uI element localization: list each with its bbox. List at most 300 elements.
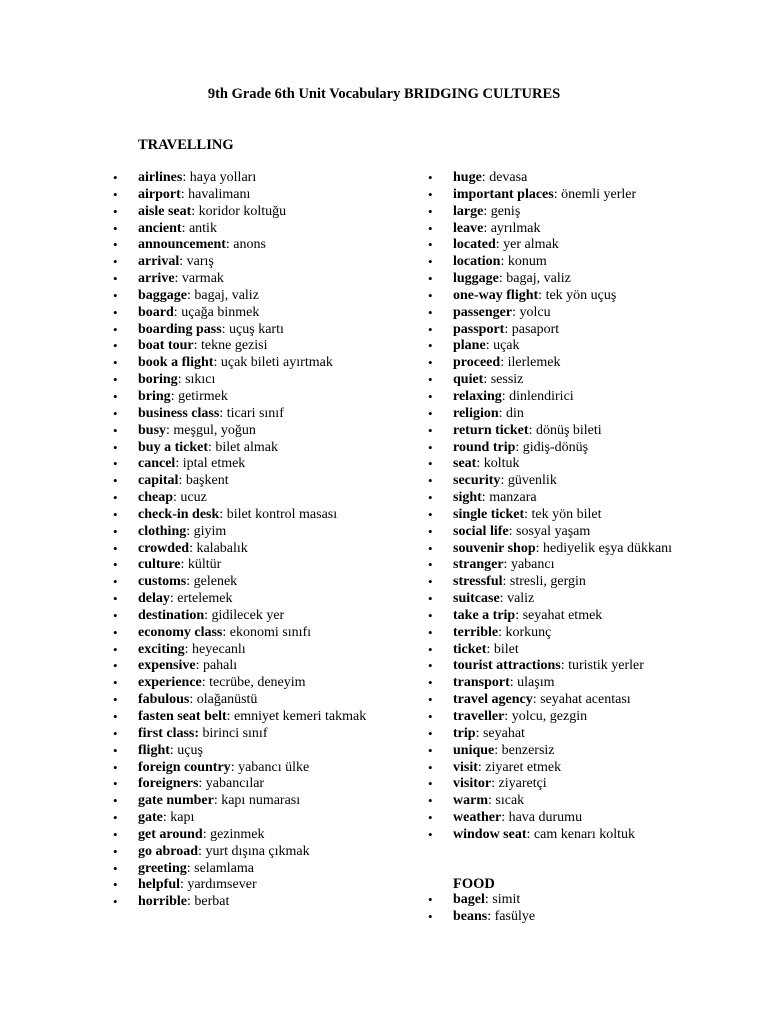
vocab-separator: : [535,540,543,556]
vocab-item [453,692,703,709]
vocab-term: boat tour [138,338,194,354]
vocab-definition: cam kenarı koltuk [533,826,635,842]
vocab-item [453,423,703,440]
vocab-term: board [138,304,174,320]
vocab-item [453,271,703,288]
vocab-definition: konum [507,254,547,270]
vocab-separator: : [504,709,512,724]
vocab-separator: : [504,321,512,337]
vocab-definition: yer almak [503,237,559,253]
vocab-definition: emniyet kemeri takmak [234,709,367,724]
vocab-separator: : [180,186,189,202]
vocab-separator: : [169,591,178,607]
vocab-definition: ticari sınıf [226,405,284,421]
vocab-term: fasten seat belt [138,709,227,724]
vocab-item [138,389,378,406]
vocab-definition: valiz [507,591,535,607]
vocab-definition: gidiş-dönüş [522,439,589,455]
vocab-term: culture [138,557,181,573]
vocab-term: first class: [138,725,200,741]
vocab-separator: : [201,675,210,691]
vocab-item [138,271,378,288]
vocab-separator: : [182,170,190,185]
vocab-term: ancient [138,220,182,236]
vocab-separator: : [177,372,186,388]
vocab-definition: seyahat acentası [540,692,631,708]
vocab-term: fabulous [138,692,190,708]
document-title: 9th Grade 6th Unit Vocabulary BRIDGING CULTURES [207,86,561,102]
vocab-definition: benzersiz [501,742,555,758]
vocab-definition: ziyaretçi [498,776,547,792]
vocab-definition: berbat [194,894,230,910]
vocab-term: experience [138,675,202,691]
vocab-definition: gidilecek yer [211,607,285,623]
vocab-separator: : [528,422,536,438]
vocab-separator: : [483,220,491,236]
vocab-item [138,507,378,524]
vocab-item [453,170,703,187]
vocab-term: go abroad [138,843,199,859]
vocab-term: relaxing [453,388,502,404]
vocab-definition: geniş [490,203,521,219]
vocab-term: airlines [138,170,183,185]
vocab-separator: : [503,557,511,573]
vocab-item [453,909,703,926]
vocab-separator: : [186,574,194,590]
vocab-definition: ayrılmak [490,220,541,236]
vocab-item [453,338,703,355]
vocab-term: business class [138,405,220,421]
vocab-separator: : [221,321,230,337]
vocab-separator: : [498,624,506,640]
vocab-term: cheap [138,490,173,506]
vocab-separator: : [553,186,562,202]
vocab-term: round trip [453,439,516,455]
vocab-term: bring [138,388,171,404]
vocab-definition: kültür [187,557,222,573]
vocab-separator: : [515,439,523,455]
vocab-definition: sıkıcı [185,372,216,388]
vocab-item [138,608,378,625]
vocab-item [138,877,378,894]
vocab-item [453,557,703,574]
vocab-term: customs [138,574,187,590]
vocab-separator: : [187,894,195,910]
vocab-definition: stresli, gergin [509,574,586,590]
vocab-definition: koltuk [483,456,520,472]
vocab-definition: yabancı ülke [238,759,310,775]
section-heading-food: FOOD [453,876,495,892]
vocab-definition: ilerlemek [507,355,561,371]
vocab-definition: yabancı [510,557,555,573]
vocab-definition: pasaport [511,321,560,337]
vocab-term: leave [453,220,484,236]
travelling-vocab-list-right [453,170,703,844]
vocab-term: crowded [138,540,190,556]
vocab-term: ticket [453,641,487,657]
vocab-definition: koridor koltuğu [198,203,287,219]
vocab-separator: : [498,405,507,421]
vocab-term: boarding pass [138,321,222,337]
vocab-separator: : [481,490,490,506]
vocab-definition: gezinmek [210,826,265,842]
vocab-term: location [453,254,501,270]
vocab-separator: : [524,506,532,522]
vocab-definition: varış [186,254,214,270]
vocab-definition: yabancılar [205,776,265,792]
vocab-separator: : [508,523,516,539]
vocab-term: greeting [138,860,187,876]
vocab-term: social life [453,523,509,539]
vocab-separator: : [225,237,234,253]
vocab-separator: : [202,826,211,842]
vocab-item [138,440,378,457]
vocab-term: important places [453,186,554,202]
vocab-definition: yardımsever [187,877,257,893]
vocab-item [453,541,703,558]
vocab-definition: bilet kontrol masası [226,506,338,522]
vocab-term: cancel [138,456,176,472]
vocab-separator: : [193,338,202,354]
vocab-term: busy [138,422,167,438]
vocab-definition: bagaj, valiz [194,287,259,303]
vocab-definition: ucuz [180,490,207,506]
vocab-item [453,473,703,490]
vocab-item [138,372,378,389]
vocab-definition: seyahat etmek [522,607,603,623]
vocab-item [453,760,703,777]
vocab-separator: : [204,607,212,623]
vocab-separator: : [483,372,491,388]
vocab-definition: kapı [170,810,195,826]
vocab-separator: : [162,810,171,826]
vocab-definition: gelenek [193,574,238,590]
vocab-item [453,305,703,322]
vocab-separator: : [486,641,494,657]
vocab-definition: simit [492,892,521,907]
vocab-definition: fasülye [494,908,536,924]
food-vocab-list [453,892,703,926]
vocab-term: horrible [138,894,187,910]
vocab-item [453,709,703,726]
vocab-item [138,743,378,760]
vocab-definition: iptal etmek [182,456,246,472]
vocab-separator: : [213,793,222,809]
vocab-definition: giyim [193,523,227,539]
vocab-separator: : [501,388,510,404]
vocab-definition: tecrübe, deneyim [209,675,306,691]
vocab-separator: : [219,405,227,421]
vocab-item [453,389,703,406]
vocab-term: capital [138,473,179,489]
vocab-definition: uçuş kartı [229,321,284,337]
vocab-separator: : [485,338,494,354]
vocab-definition: varmak [181,271,224,287]
vocab-item [138,322,378,339]
vocab-term: flight [138,742,170,758]
vocab-definition: ulaşım [517,675,555,691]
vocab-separator: : [512,304,520,320]
vocab-separator: : [166,422,174,438]
vocab-term: travel agency [453,692,533,708]
vocab-separator: : [219,506,227,522]
vocab-separator: : [208,439,216,455]
vocab-item [453,642,703,659]
vocab-definition: ziyaret etmek [485,759,562,775]
vocab-definition: tek yön bilet [531,506,602,522]
vocab-term: security [453,473,501,489]
vocab-item [453,776,703,793]
vocab-definition: kalabalık [196,540,248,556]
vocab-definition: haya yolları [189,170,257,185]
vocab-separator: : [213,355,221,371]
vocab-term: souvenir shop [453,540,536,556]
vocab-separator: : [189,540,197,556]
vocab-term: plane [453,338,486,354]
travelling-vocab-list-left [138,170,378,911]
vocab-definition: sıcak [495,793,525,809]
vocab-item [138,473,378,490]
vocab-definition: ertelemek [177,591,233,607]
vocab-term: located [453,237,496,253]
vocab-term: terrible [453,624,499,640]
vocab-separator: : [484,892,493,907]
vocab-item [138,456,378,473]
vocab-definition: meşgul, yoğun [173,422,256,438]
vocab-item [453,322,703,339]
vocab-definition: dönüş bileti [535,422,602,438]
vocab-definition: seyahat [482,725,525,741]
vocab-item [138,187,378,204]
vocab-item [453,892,703,909]
vocab-item [138,625,378,642]
vocab-term: warm [453,793,488,809]
vocab-term: seat [453,456,477,472]
vocab-item [453,574,703,591]
vocab-item [138,810,378,827]
vocab-separator: : [170,388,179,404]
vocab-term: traveller [453,709,505,724]
vocab-item [138,355,378,372]
vocab-definition: dinlendirici [509,388,574,404]
vocab-item [453,237,703,254]
vocab-term: stranger [453,557,504,573]
vocab-term: proceed [453,355,501,371]
vocab-definition: güvenlik [507,473,557,489]
vocab-term: arrive [138,271,175,287]
vocab-item [453,372,703,389]
vocab-item [138,254,378,271]
vocab-definition: havalimanı [188,186,251,202]
vocab-definition: anons [233,237,266,253]
vocab-separator: : [180,877,188,893]
vocab-item [453,254,703,271]
vocab-separator: : [186,523,194,539]
vocab-term: bagel [453,892,485,907]
vocab-item [138,574,378,591]
vocab-separator: : [230,759,239,775]
vocab-separator: : [180,557,188,573]
vocab-definition: önemli yerler [561,186,637,202]
vocab-item [453,288,703,305]
vocab-item [138,541,378,558]
vocab-item [138,524,378,541]
vocab-item [138,557,378,574]
vocab-item [453,658,703,675]
vocab-definition: ekonomi sınıfı [229,624,312,640]
vocab-term: take a trip [453,607,516,623]
vocab-item [453,591,703,608]
vocab-term: foreigners [138,776,199,792]
vocab-term: religion [453,405,499,421]
vocab-term: aisle seat [138,203,192,219]
vocab-definition: uçak bileti ayırtmak [220,355,333,371]
vocab-item [138,305,378,322]
vocab-term: boring [138,372,178,388]
vocab-term: beans [453,908,488,924]
vocab-term: get around [138,826,203,842]
vocab-item [453,490,703,507]
vocab-item [138,658,378,675]
vocab-separator: : [498,271,507,287]
vocab-item [453,743,703,760]
vocab-item [453,221,703,238]
vocab-item [453,440,703,457]
vocab-item [138,288,378,305]
vocab-definition: selamlama [194,860,254,876]
vocab-term: window seat [453,826,527,842]
vocab-term: buy a ticket [138,439,208,455]
vocab-item [138,760,378,777]
vocab-term: baggage [138,287,187,303]
vocab-separator: : [500,473,508,489]
vocab-item [453,625,703,642]
vocab-item [138,204,378,221]
vocab-item [138,406,378,423]
vocab-item [138,793,378,810]
vocab-item [138,170,378,187]
vocab-item [453,726,703,743]
vocab-item [138,338,378,355]
vocab-separator: : [174,271,182,287]
vocab-definition: birinci sınıf [202,725,268,741]
vocab-separator: : [226,709,235,724]
vocab-separator: : [476,456,484,472]
vocab-term: passenger [453,304,513,320]
vocab-item [138,861,378,878]
section-heading-travelling: TRAVELLING [138,137,234,153]
vocab-term: check-in desk [138,506,220,522]
vocab-separator: : [173,490,181,506]
vocab-item [138,221,378,238]
vocab-definition: getirmek [178,388,228,404]
vocab-term: single ticket [453,506,525,522]
vocab-item [453,406,703,423]
vocab-term: passport [453,321,505,337]
vocab-definition: bilet [493,641,519,657]
vocab-term: trip [453,725,476,741]
vocab-separator: : [477,759,486,775]
vocab-item [453,827,703,844]
vocab-separator: : [198,776,206,792]
vocab-definition: olağanüstü [196,692,258,708]
vocab-term: exciting [138,641,185,657]
vocab-separator: : [186,860,195,876]
vocab-term: visit [453,759,478,775]
vocab-term: return ticket [453,422,529,438]
vocab-term: quiet [453,372,484,388]
vocab-term: announcement [138,237,226,253]
vocab-separator: : [488,793,496,809]
vocab-definition: uçak [493,338,520,354]
vocab-separator: : [189,692,197,708]
vocab-item [138,894,378,911]
vocab-separator: : [187,287,195,303]
vocab-item [138,726,378,743]
vocab-item [453,675,703,692]
vocab-item [453,187,703,204]
vocab-definition: tekne gezisi [201,338,268,354]
vocab-term: clothing [138,523,187,539]
vocab-item [453,524,703,541]
vocab-term: helpful [138,877,181,893]
vocab-separator: : [502,574,510,590]
vocab-definition: antik [188,220,217,236]
vocab-separator: : [538,287,546,303]
vocab-definition: uçuş [177,742,203,758]
vocab-separator: : [494,742,502,758]
vocab-definition: tek yön uçuş [545,287,617,303]
vocab-definition: korkunç [505,624,552,640]
vocab-item [453,355,703,372]
vocab-separator: : [515,607,523,623]
vocab-separator: : [500,254,508,270]
vocab-separator: : [191,203,199,219]
vocab-definition: din [506,405,524,421]
vocab-definition: hediyelik eşya dükkanı [543,540,673,556]
vocab-separator: : [526,826,534,842]
vocab-item [138,776,378,793]
vocab-item [453,204,703,221]
vocab-separator: : [181,220,189,236]
vocab-separator: : [500,355,508,371]
vocab-separator: : [169,742,178,758]
vocab-term: tourist attractions [453,658,561,674]
vocab-term: visitor [453,776,492,792]
vocab-separator: : [175,456,183,472]
vocab-definition: yolcu, gezgin [511,709,588,724]
vocab-item [138,827,378,844]
vocab-term: gate [138,810,163,826]
vocab-definition: manzara [489,490,537,506]
vocab-term: book a flight [138,355,214,371]
vocab-definition: başkent [185,473,229,489]
vocab-term: expensive [138,658,196,674]
vocab-item [453,793,703,810]
vocab-separator: : [487,908,495,924]
vocab-separator: : [184,641,193,657]
vocab-term: economy class [138,624,223,640]
vocab-term: transport [453,675,510,691]
vocab-definition: devasa [489,170,528,185]
vocab-item [138,490,378,507]
vocab-term: large [453,203,484,219]
vocab-term: weather [453,810,502,826]
vocab-definition: bilet almak [215,439,278,455]
vocab-separator: : [501,810,509,826]
vocab-separator: : [173,304,182,320]
vocab-separator: : [495,237,504,253]
